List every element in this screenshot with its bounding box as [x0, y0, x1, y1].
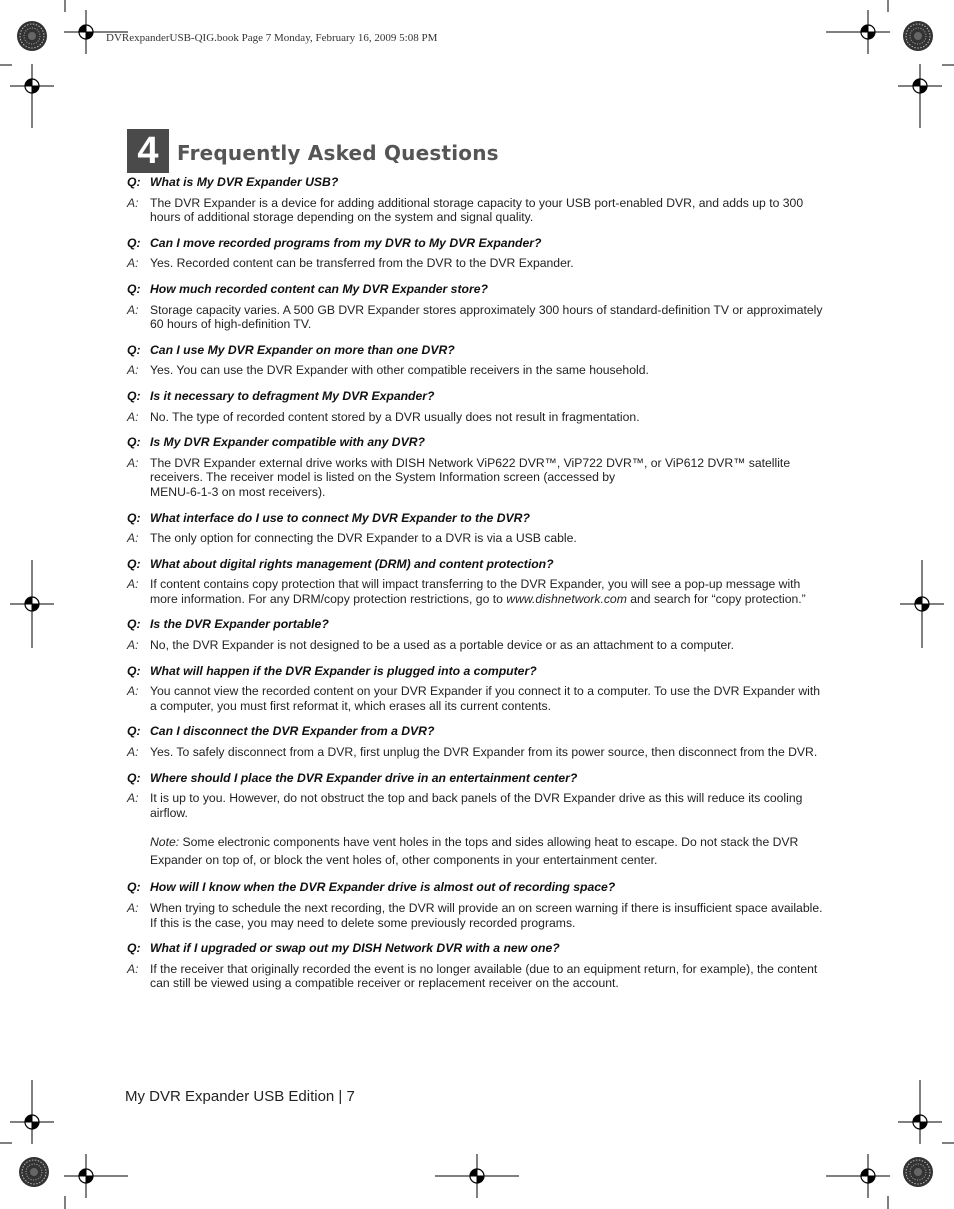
answer: A: You cannot view the recorded content on your DVR Expander if you connect it to a computer. To use the DVR Expander with a computer, you must first reformat it, which erases all its current contents. — [127, 684, 827, 713]
question: Q: What interface do I use to connect My DVR Expander to the DVR? — [127, 510, 530, 525]
faq-item — [127, 435, 827, 499]
answer-text: Storage capacity varies. A 500 GB DVR Expander stores approximately 300 hours of standard-definition TV or approximately 60 hours of high-definition TV. — [150, 302, 823, 332]
answer-text: If content contains copy protection that will impact transferring to the DVR Expander, you will see a pop-up message with more information. For any DRM/copy protection restrictions, go to www.dishnetwork.com and search for “copy protection.” — [150, 577, 806, 606]
answer: A: It is up to you. However, do not obstruct the top and back panels of the DVR Expander drive as this will reduce its cooling airflow. — [127, 791, 827, 820]
answer: A: Yes. To safely disconnect from a DVR, first unplug the DVR Expander from its power source, then disconnect from the DVR. — [127, 745, 827, 760]
question: Q: Can I move recorded programs from my DVR to My DVR Expander? — [127, 235, 542, 250]
answer-text: No. The type of recorded content stored by a DVR usually does not result in fragmentation. — [150, 409, 640, 424]
answer: A: If the receiver that originally recorded the event is no longer available (due to an equipment return, for example), the content can still be viewed using a compatible receiver or replacement receiver on the account. — [127, 962, 827, 991]
question-text: How much recorded content can My DVR Expander store? — [150, 281, 488, 296]
question-text: Is it necessary to defragment My DVR Expander? — [150, 388, 435, 403]
chapter-heading — [127, 128, 499, 174]
note-text: Some electronic components have vent holes in the tops and sides allowing heat to escape. Do not stack the DVR Expander on top of, or block the vent holes of, other components in your entertainment center. — [150, 835, 799, 867]
answer: A: Storage capacity varies. A 500 GB DVR Expander stores approximately 300 hours of standard-definition TV or approximately 60 hours of high-definition TV. — [127, 303, 827, 332]
question-text: What interface do I use to connect My DVR Expander to the DVR? — [150, 510, 530, 525]
dishnetwork-link[interactable]: www.dishnetwork.com — [506, 591, 627, 606]
question-text: How will I know when the DVR Expander drive is almost out of recording space? — [150, 880, 616, 895]
answer: A: The only option for connecting the DVR Expander to a DVR is via a USB cable. — [127, 531, 827, 546]
answer: A: No, the DVR Expander is not designed to be a used as a portable device or as an attachment to a computer. — [127, 638, 827, 653]
faq-item — [127, 236, 827, 271]
question-text: What about digital rights management (DRM) and content protection? — [150, 556, 554, 571]
answer-text: You cannot view the recorded content on your DVR Expander if you connect it to a computer. To use the DVR Expander with a computer, you must first reformat it, which erases all its current contents. — [150, 684, 821, 713]
question: Q: Is My DVR Expander compatible with any DVR? — [127, 435, 425, 450]
question-text: What if I upgraded or swap out my DISH Network DVR with a new one? — [150, 941, 560, 956]
chapter-title: Frequently Asked Questions — [177, 141, 499, 165]
question: Q: How much recorded content can My DVR Expander store? — [127, 281, 488, 296]
question: Q: Is it necessary to defragment My DVR Expander? — [127, 388, 435, 403]
answer: A: If content contains copy protection that will impact transferring to the DVR Expander, you will see a pop-up message with more information. For any DRM/copy protection restrictions, go to www.dishnetwork.com and search for “copy protection.” — [127, 577, 827, 606]
answer-text: When trying to schedule the next recording, the DVR will provide an on screen warning if there is insufficient space available. If this is the case, you may need to delete some previously recorded programs. — [150, 901, 823, 930]
question-text: Can I disconnect the DVR Expander from a DVR? — [150, 724, 435, 739]
answer: A: No. The type of recorded content stored by a DVR usually does not result in fragmentation. — [127, 410, 827, 425]
faq-item — [127, 511, 827, 546]
question: Q: Can I use My DVR Expander on more than one DVR? — [127, 342, 455, 357]
question: Q: Where should I place the DVR Expander drive in an entertainment center? — [127, 770, 578, 785]
question: Q: What if I upgraded or swap out my DISH Network DVR with a new one? — [127, 941, 560, 956]
answer-text: The DVR Expander external drive works with DISH Network ViP622 DVR™, ViP722 DVR™, or ViP612 DVR™ satellite receivers. The receiver model is listed on the System Information screen (accessed by MENU-6-1-3 on most receivers). — [150, 455, 791, 499]
answer: A: Yes. Recorded content can be transferred from the DVR to the DVR Expander. — [127, 256, 827, 271]
page-footer: My DVR Expander USB Edition | 7 — [125, 1088, 355, 1105]
faq-item — [127, 771, 827, 870]
question-text: Is the DVR Expander portable? — [150, 617, 329, 632]
answer-text: No, the DVR Expander is not designed to be a used as a portable device or as an attachment to a computer. — [150, 638, 734, 653]
question-text: What will happen if the DVR Expander is plugged into a computer? — [150, 663, 537, 678]
note-label: Note: — [150, 835, 180, 850]
faq-item — [127, 343, 827, 378]
faq-item — [127, 724, 827, 759]
question: Q: Can I disconnect the DVR Expander from a DVR? — [127, 724, 435, 739]
answer: A: The DVR Expander external drive works with DISH Network ViP622 DVR™, ViP722 DVR™, or ViP612 DVR™ satellite receivers. The receiver model is listed on the System Information screen (accessed by MENU-6-1-3 on most receivers). — [127, 456, 827, 500]
answer-text: It is up to you. However, do not obstruct the top and back panels of the DVR Expander drive as this will reduce its cooling airflow. — [150, 791, 803, 820]
faq-item — [127, 282, 827, 332]
question-text: Can I move recorded programs from my DVR to My DVR Expander? — [150, 235, 542, 250]
faq-item — [127, 617, 827, 652]
faq-item — [127, 880, 827, 930]
answer: A: Yes. You can use the DVR Expander with other compatible receivers in the same household. — [127, 363, 827, 378]
answer-text: The DVR Expander is a device for adding additional storage capacity to your USB port-enabled DVR, and adds up to 300 hours of additional storage depending on the system and signal quality. — [150, 195, 804, 225]
answer: A: When trying to schedule the next recording, the DVR will provide an on screen warning if there is insufficient space available. If this is the case, you may need to delete some previously recorded programs. — [127, 901, 827, 930]
question: Q: Is the DVR Expander portable? — [127, 617, 329, 632]
note — [150, 834, 827, 869]
question: Q: What about digital rights management (DRM) and content protection? — [127, 556, 554, 571]
answer-text: The only option for connecting the DVR Expander to a DVR is via a USB cable. — [150, 531, 577, 546]
question-text: Can I use My DVR Expander on more than one DVR? — [150, 342, 455, 357]
chapter-number-badge: 4 — [127, 129, 169, 173]
faq-item — [127, 175, 827, 225]
question: Q: How will I know when the DVR Expander drive is almost out of recording space? — [127, 880, 616, 895]
question-text: Is My DVR Expander compatible with any DVR? — [150, 435, 425, 450]
answer: A: The DVR Expander is a device for adding additional storage capacity to your USB port-enabled DVR, and adds up to 300 hours of additional storage depending on the system and signal quality. — [127, 196, 827, 225]
question-text: Where should I place the DVR Expander drive in an entertainment center? — [150, 770, 578, 785]
answer-text: Yes. You can use the DVR Expander with other compatible receivers in the same household. — [150, 363, 649, 378]
faq-item — [127, 389, 827, 424]
question: Q: What is My DVR Expander USB? — [127, 175, 339, 189]
faq-item — [127, 664, 827, 714]
faq-item — [127, 557, 827, 607]
print-slug: DVRexpanderUSB-QIG.book Page 7 Monday, February 16, 2009 5:08 PM — [106, 32, 438, 44]
question-text: What is My DVR Expander USB? — [150, 175, 339, 189]
answer-text: If the receiver that originally recorded the event is no longer available (due to an equipment return, for example), the content can still be viewed using a compatible receiver or replacement receiver on the account. — [150, 961, 818, 991]
answer-text: Yes. To safely disconnect from a DVR, first unplug the DVR Expander from its power source, then disconnect from the DVR. — [150, 745, 818, 760]
question: Q: What will happen if the DVR Expander is plugged into a computer? — [127, 663, 537, 678]
answer-text: Yes. Recorded content can be transferred from the DVR to the DVR Expander. — [150, 256, 574, 271]
faq-item — [127, 941, 827, 991]
faq-list — [127, 175, 827, 1002]
